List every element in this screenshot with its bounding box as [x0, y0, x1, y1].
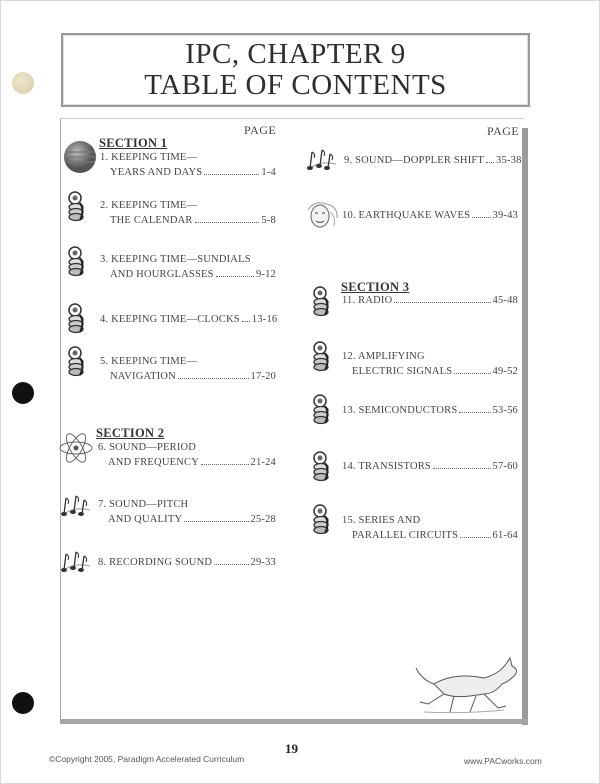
entry-title: 9. SOUND—DOPPLER SHIFT [344, 155, 485, 166]
coil-icon [65, 245, 89, 279]
toc-entry-4[interactable] [100, 312, 276, 327]
toc-entry-13[interactable] [342, 403, 518, 418]
toc-entry-12[interactable] [342, 349, 518, 379]
entry-title: 1. KEEPING TIME— [100, 152, 198, 163]
entry-title: 14. TRANSISTORS [342, 461, 431, 472]
toc-entry-1[interactable] [100, 150, 276, 180]
title-box [61, 33, 530, 107]
dot-leader [472, 217, 490, 218]
dot-leader [460, 537, 490, 538]
entry-title: 7. SOUND—PITCH [98, 499, 189, 510]
frame-shadow-bottom [60, 719, 528, 724]
website-link[interactable]: www.PACworks.com [464, 756, 542, 766]
entry-title: 6. SOUND—PERIOD [98, 442, 197, 453]
toc-entry-7[interactable] [98, 497, 276, 527]
entry-pages: 25-28 [250, 514, 276, 525]
entry-subtitle: PARALLEL CIRCUITS [352, 530, 459, 541]
toc-entry-5[interactable] [100, 354, 276, 384]
planet-icon [62, 140, 98, 174]
running-dog-illustration-icon [414, 654, 522, 716]
dot-leader [195, 222, 260, 223]
entry-subtitle: YEARS AND DAYS [110, 167, 203, 178]
face-icon [304, 200, 340, 230]
dot-leader [242, 321, 250, 322]
toc-entry-2[interactable] [100, 198, 276, 228]
entry-subtitle: ELECTRIC SIGNALS [352, 366, 453, 377]
dot-leader [486, 162, 494, 163]
entry-pages: 29-33 [250, 557, 276, 568]
coil-icon [65, 345, 89, 379]
entry-title: 15. SERIES AND [342, 515, 421, 526]
page-column-header-right: PAGE [487, 124, 520, 138]
dot-leader [178, 378, 249, 379]
page-column-header-left: PAGE [244, 123, 277, 137]
section-2-heading: SECTION 2 [96, 426, 165, 440]
dot-leader [201, 464, 249, 465]
entry-title: 10. EARTHQUAKE WAVES [342, 210, 471, 221]
toc-entry-15[interactable] [342, 513, 518, 543]
entry-pages: 17-20 [250, 371, 276, 382]
entry-pages: 45-48 [492, 295, 518, 306]
entry-pages: 1-4 [261, 167, 276, 178]
toc-entry-11[interactable] [342, 293, 518, 308]
coil-icon [65, 302, 89, 336]
entry-title: 12. AMPLIFYING [342, 351, 425, 362]
entry-pages: 5-8 [261, 215, 276, 226]
section-1-heading: SECTION 1 [99, 136, 168, 150]
entry-subtitle: AND FREQUENCY [108, 457, 199, 468]
music-notes-icon [60, 494, 94, 520]
music-notes-icon [306, 148, 340, 174]
atom-icon [58, 432, 94, 464]
entry-pages: 13-16 [251, 314, 278, 325]
chapter-title: IPC, CHAPTER 9 [185, 38, 406, 70]
entry-pages: 39-43 [492, 210, 518, 221]
music-notes-icon [60, 550, 94, 576]
dot-leader [454, 373, 490, 374]
frame-shadow-right [522, 128, 528, 725]
toc-entry-9[interactable] [344, 153, 522, 168]
entry-subtitle: AND QUALITY [108, 514, 183, 525]
entry-pages: 57-60 [492, 461, 518, 472]
entry-title: 11. RADIO [342, 295, 393, 306]
binder-hole-top [12, 72, 34, 94]
entry-pages: 21-24 [250, 457, 276, 468]
binder-hole-middle [12, 382, 34, 404]
entry-pages: 61-64 [492, 530, 518, 541]
dot-leader [433, 468, 491, 469]
toc-entry-6[interactable] [98, 440, 276, 470]
entry-title: 13. SEMICONDUCTORS [342, 405, 458, 416]
coil-icon [310, 503, 334, 537]
entry-subtitle: THE CALENDAR [110, 215, 193, 226]
coil-icon [310, 393, 334, 427]
dot-leader [394, 302, 490, 303]
coil-icon [310, 340, 334, 374]
entry-title: 2. KEEPING TIME— [100, 200, 198, 211]
dot-leader [459, 412, 490, 413]
toc-entry-14[interactable] [342, 459, 518, 474]
entry-subtitle: AND HOURGLASSES [110, 269, 214, 280]
binder-hole-bottom [12, 692, 34, 714]
entry-title: 4. KEEPING TIME—CLOCKS [100, 314, 240, 325]
coil-icon [65, 190, 89, 224]
toc-title: TABLE OF CONTENTS [144, 69, 447, 101]
dot-leader [216, 276, 254, 277]
dot-leader [184, 521, 248, 522]
entry-subtitle: NAVIGATION [110, 371, 176, 382]
entry-pages: 9-12 [255, 269, 276, 280]
dot-leader [204, 174, 259, 175]
copyright-text: ©Copyright 2005, Paradigm Accelerated Curriculum [49, 754, 245, 764]
toc-entry-3[interactable] [100, 252, 276, 282]
entry-title: 8. RECORDING SOUND [98, 557, 213, 568]
page-number: 19 [285, 741, 298, 756]
toc-entry-8[interactable] [98, 555, 276, 570]
entry-pages: 49-52 [492, 366, 518, 377]
coil-icon [310, 450, 334, 484]
section-3-heading: SECTION 3 [341, 280, 410, 294]
dot-leader [214, 564, 248, 565]
entry-pages: 53-56 [492, 405, 518, 416]
toc-entry-10[interactable] [342, 208, 518, 223]
coil-icon [310, 285, 334, 319]
entry-title: 5. KEEPING TIME— [100, 356, 198, 367]
entry-pages: 35-38 [496, 155, 522, 166]
entry-title: 3. KEEPING TIME—SUNDIALS [100, 254, 251, 265]
